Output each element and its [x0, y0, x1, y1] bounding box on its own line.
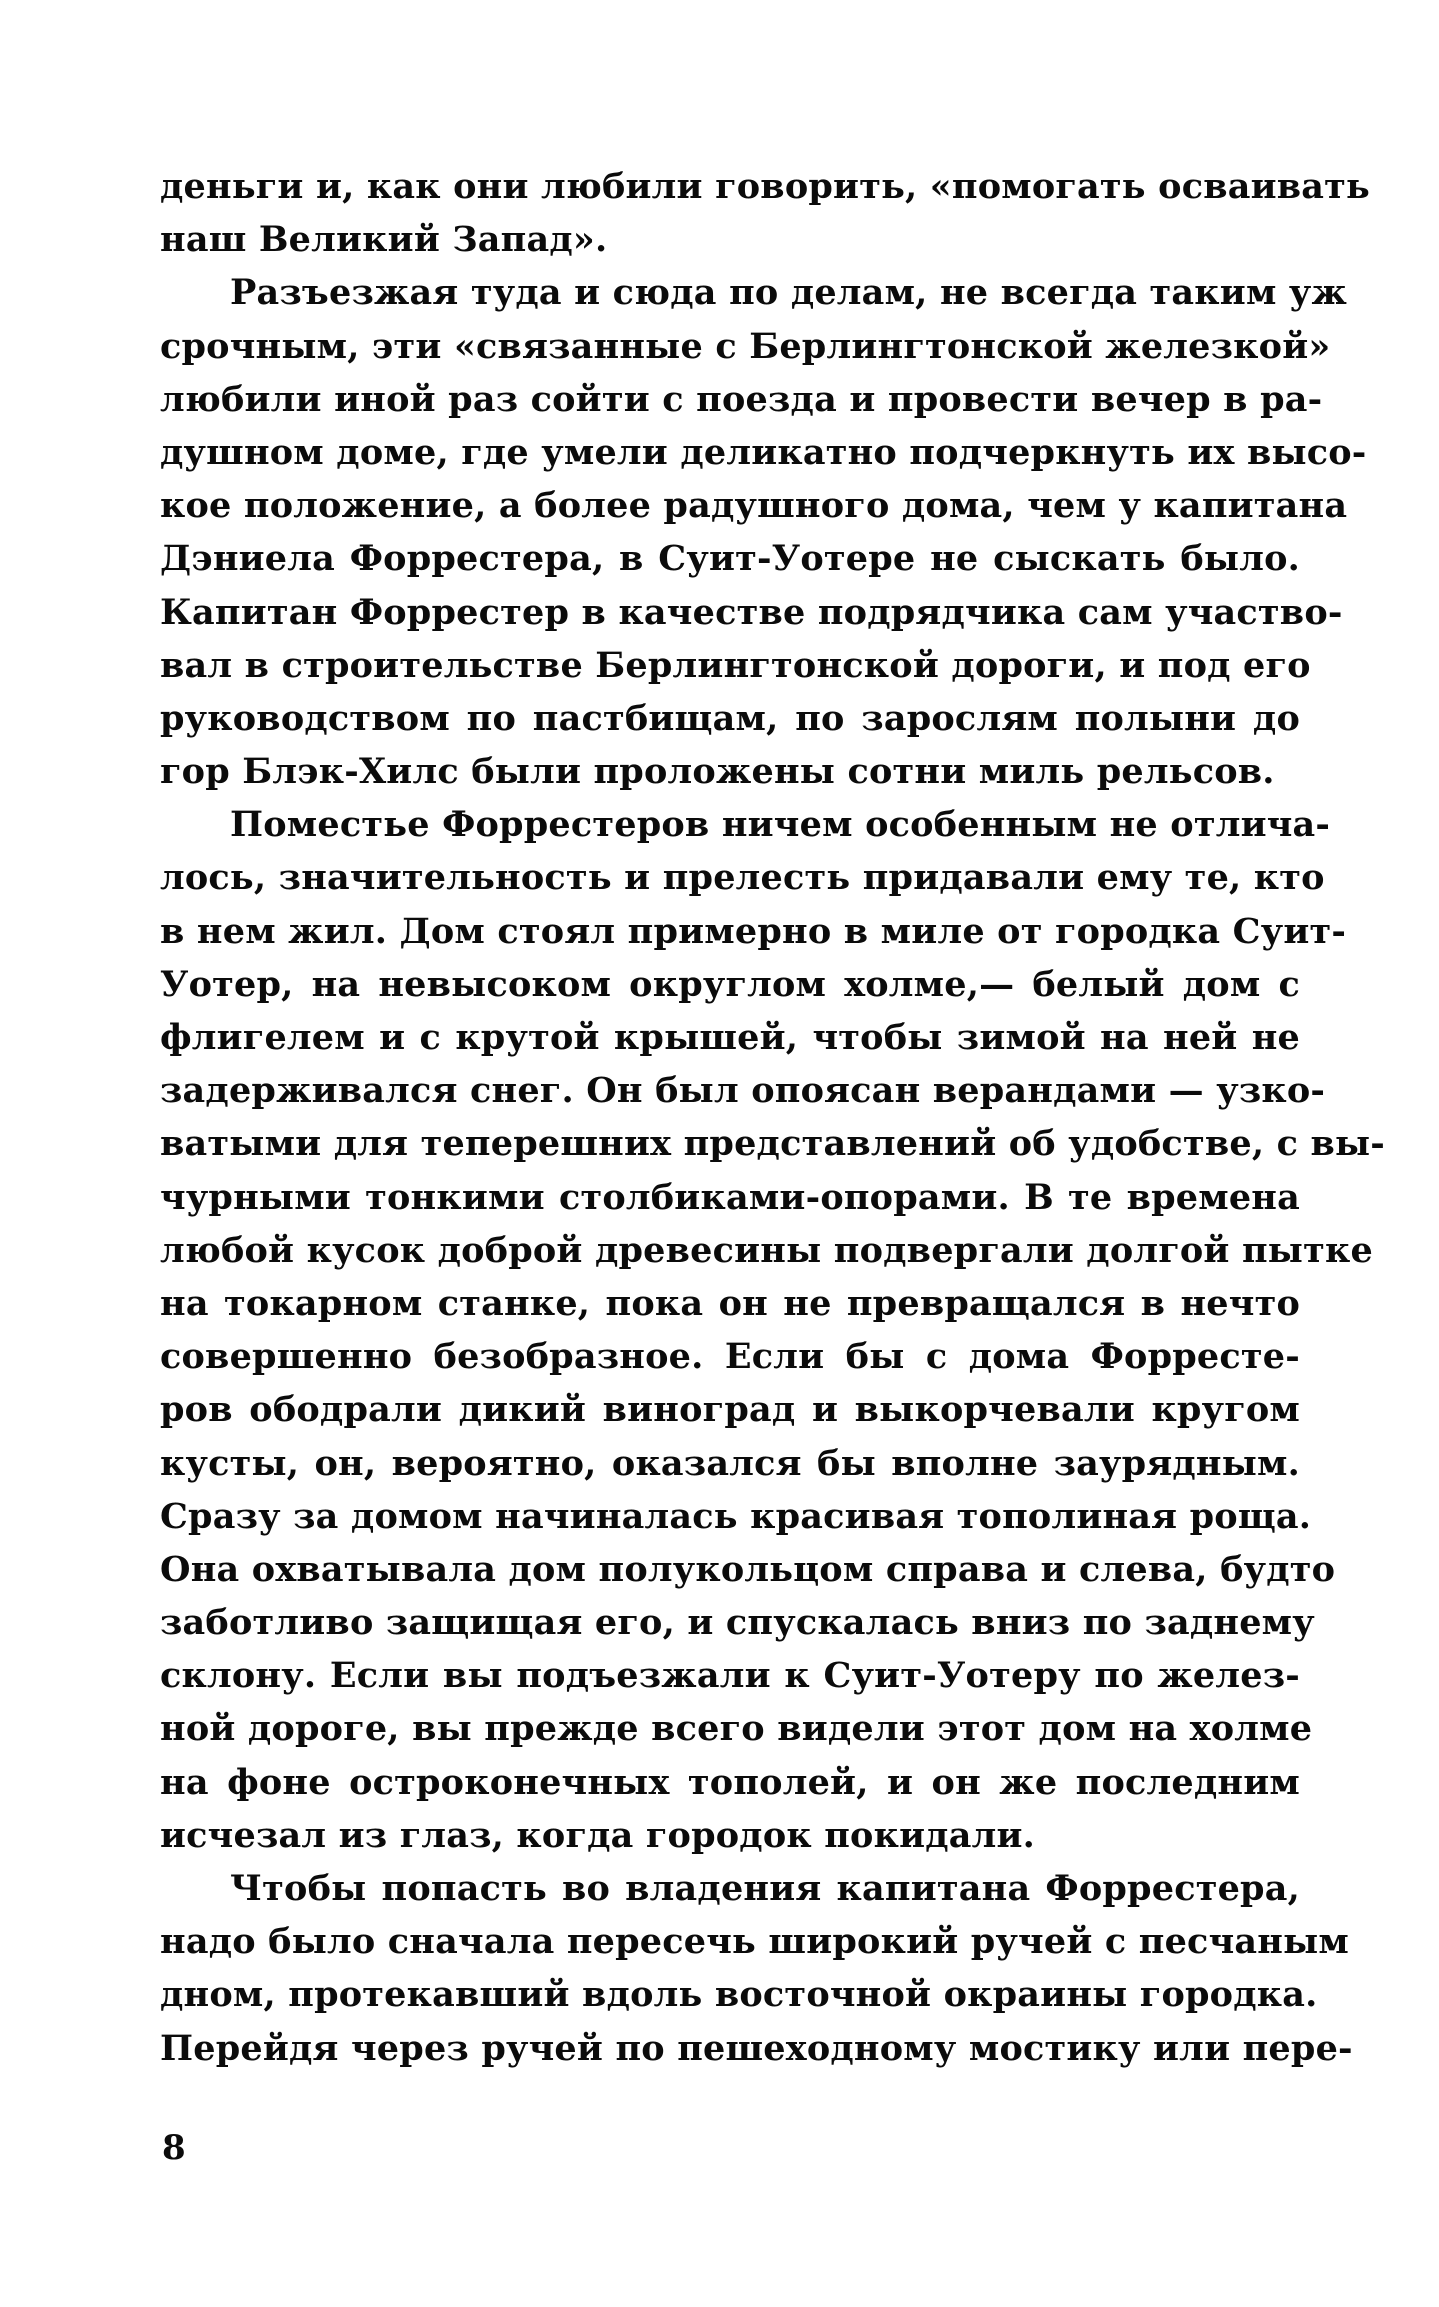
text-line: руководством по пастбищам, по зарослям полыни до: [160, 697, 1300, 739]
text-line: в нем жил. Дом стоял примерно в миле от городка Суит-: [160, 910, 1347, 952]
text-line: надо было сначала пересечь широкий ручей с песчаным: [160, 1921, 1349, 1963]
text-line: Разъезжая туда и сюда по делам, не всегда таким уж: [230, 272, 1348, 314]
text-line: душном доме, где умели деликатно подчеркнуть их высо-: [160, 431, 1367, 473]
text-line: гор Блэк-Хилс были проложены сотни миль рельсов.: [160, 751, 1275, 793]
text-line: Перейдя через ручей по пешеходному мостику или пере-: [160, 2027, 1353, 2069]
text-line: заботливо защищая его, и спускалась вниз по заднему: [160, 1602, 1315, 1644]
text-line: срочным, эти «связанные с Берлингтонской железкой»: [160, 325, 1331, 367]
text-line: кусты, он, вероятно, оказался бы вполне заурядным.: [160, 1442, 1300, 1484]
text-line: Поместье Форрестеров ничем особенным не отлича-: [230, 804, 1331, 846]
text-line: совершенно безобразное. Если бы с дома Форресте-: [160, 1336, 1300, 1378]
text-line: наш Великий Запад».: [160, 219, 608, 261]
text-line: кое положение, а более радушного дома, чем у капитана: [160, 485, 1348, 527]
text-line: флигелем и с крутой крышей, чтобы зимой на ней не: [160, 1017, 1300, 1058]
text-line: Чтобы попасть во владения капитана Форрестера,: [230, 1868, 1300, 1909]
page-number: 8: [162, 2128, 186, 2168]
text-line: задерживался снег. Он был опоясан верандами — узко-: [160, 1070, 1326, 1112]
text-line: вал в строительстве Берлингтонской дороги, и под его: [160, 644, 1311, 686]
text-line: ров ободрали дикий виноград и выкорчевали кругом: [160, 1389, 1300, 1431]
text-line: на фоне остроконечных тополей, и он же последним: [160, 1761, 1300, 1803]
text-line: Дэниела Форрестера, в Суит-Уотере не сыскать было.: [160, 538, 1300, 580]
text-line: любили иной раз сойти с поезда и провести вечер в ра-: [160, 378, 1323, 420]
text-line: Она охватывала дом полукольцом справа и слева, будто: [160, 1548, 1336, 1590]
text-line: дном, протекавший вдоль восточной окраины городка.: [160, 1974, 1318, 2016]
text-line: чурными тонкими столбиками-опорами. В те времена: [160, 1176, 1300, 1218]
text-line: Уотер, на невысоком округлом холме,— белый дом с: [160, 963, 1300, 1005]
text-line: Капитан Форрестер в качестве подрядчика сам участво-: [160, 591, 1343, 633]
text-line: лось, значительность и прелесть придавали ему те, кто: [160, 857, 1325, 899]
text-line: Сразу за домом начиналась красивая тополиная роща.: [160, 1495, 1312, 1537]
text-line: деньги и, как они любили говорить, «помогать осваивать: [160, 166, 1370, 207]
text-line: ной дороге, вы прежде всего видели этот дом на холме: [160, 1708, 1313, 1750]
text-line: ватыми для теперешних представлений об удобстве, с вы-: [160, 1123, 1386, 1165]
text-line: исчезал из глаз, когда городок покидали.: [160, 1814, 1036, 1856]
text-line: на токарном станке, пока он не превращался в нечто: [160, 1282, 1300, 1324]
body-text: [160, 160, 1386, 2075]
text-line: любой кусок доброй древесины подвергали долгой пытке: [160, 1229, 1373, 1271]
text-line: склону. Если вы подъезжали к Суит-Уотеру по желез-: [160, 1655, 1300, 1697]
